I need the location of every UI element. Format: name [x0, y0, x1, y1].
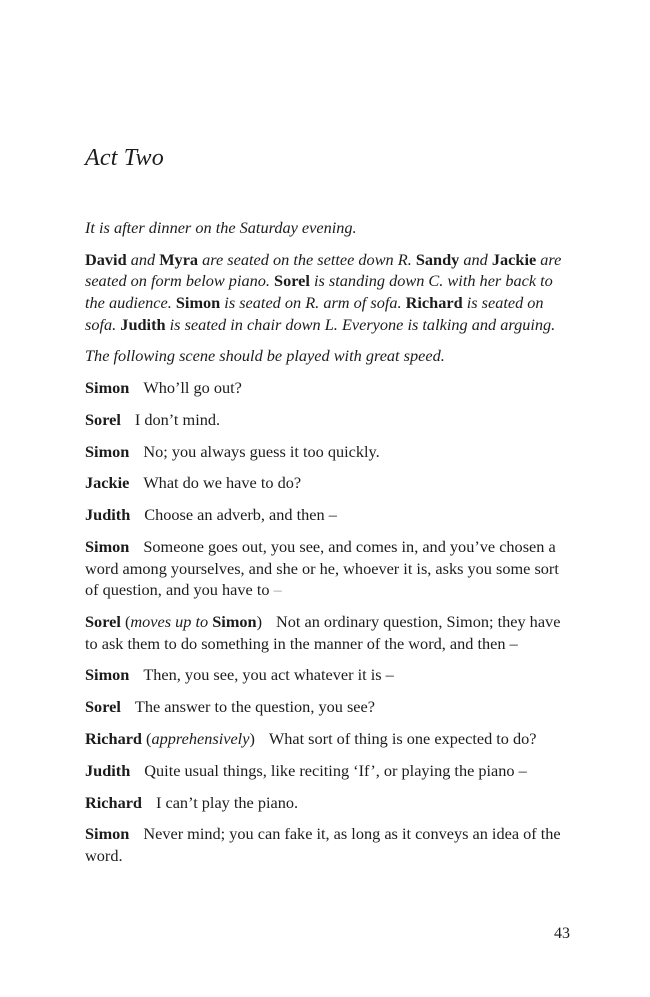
speaker-name: Simon [85, 378, 130, 398]
character-name: Simon [212, 612, 257, 631]
speaker-name: Sorel [85, 612, 121, 631]
dialogue-text: Never mind; you can fake it, as long as it conveys an idea of the word. [85, 824, 561, 865]
dialogue-line [85, 409, 570, 431]
dialogue-text: The answer to the question, you see? [134, 697, 375, 717]
dialogue-line [85, 823, 570, 866]
character-name: Richard [405, 292, 463, 312]
dialogue-line [85, 696, 570, 718]
character-name: David [85, 249, 127, 269]
dialogue-text: What do we have to do? [143, 473, 302, 493]
dialogue-text: Someone goes out, you see, and comes in, and you’ve chosen a word among yourselves, and she or he, whoever it is, asks you some sort of question, and you have to [85, 537, 559, 600]
dialogue-text: I can’t play the piano. [155, 792, 299, 812]
speaker-name: Simon [85, 537, 130, 557]
dialogue-text: Not an ordinary question, Simon; they have to ask them to do something in the manner of the word, and then – [85, 612, 561, 653]
character-name: Simon [175, 292, 221, 312]
speaker-name: Richard [85, 792, 142, 812]
speaker-name: Sorel [85, 697, 121, 717]
dialogue-line [85, 472, 570, 494]
script-body [85, 217, 570, 877]
speaker-name: Judith [85, 505, 131, 525]
dialogue-line [85, 377, 570, 399]
speaker-name: Simon [85, 665, 130, 685]
page-number: 43 [554, 925, 570, 942]
dialogue-text: Then, you see, you act whatever it is – [143, 665, 394, 685]
stage-direction-setting: It is after dinner on the Saturday evening. [85, 218, 357, 237]
character-name: Sorel [274, 271, 310, 291]
speaker-name: Simon [85, 824, 130, 844]
dialogue-text: Who’ll go out? [143, 378, 242, 398]
dialogue-text: What sort of thing is one expected to do? [268, 728, 537, 748]
dialogue-line [85, 504, 570, 526]
dialogue-line [85, 441, 570, 463]
dialogue-line: Sorel (moves up to Simon) Not an ordinary question, Simon; they have to ask them to do something in the manner of the word, and then – [85, 612, 561, 653]
parenthetical-direction: moves up to [130, 612, 213, 631]
character-name: Sandy [415, 249, 460, 269]
dialogue-text: No; you always guess it too quickly. [143, 441, 380, 461]
character-name: Jackie [491, 249, 537, 269]
dialogue-text: I don’t mind. [134, 409, 221, 429]
act-title: Act Two [85, 145, 164, 171]
parenthetical-direction: apprehensively [151, 728, 250, 748]
dialogue-line [85, 536, 570, 601]
book-page [85, 0, 570, 997]
stage-direction-tempo: The following scene should be played with great speed. [85, 346, 445, 366]
character-name: Judith [120, 314, 166, 334]
stage-direction-positions: David and Myra are seated on the settee down R. Sandy and Jackie are seated on form below piano. Sorel is standing down C. with her back to the audience. Simon is seated on R. arm of sofa. Richard is seated on sofa. Judith is seated in chair down L. Everyone is talking and arguing. [85, 249, 562, 334]
speaker-name: Judith [85, 760, 131, 780]
speaker-name: Simon [85, 441, 130, 461]
dialogue-trailing-dash: – [273, 580, 282, 600]
speaker-name: Sorel [85, 409, 121, 429]
dialogue-line [85, 664, 570, 686]
dialogue-line [85, 760, 570, 782]
dialogue-text: Quite usual things, like reciting ‘If’, or playing the piano – [144, 760, 527, 780]
dialogue-line [85, 792, 570, 814]
speaker-name: Richard [85, 728, 142, 748]
dialogue-line: Richard (apprehensively) What sort of thing is one expected to do? [85, 728, 537, 748]
character-name: Myra [159, 249, 199, 269]
dialogue-text: Choose an adverb, and then – [144, 505, 337, 525]
speaker-name: Jackie [85, 473, 130, 493]
